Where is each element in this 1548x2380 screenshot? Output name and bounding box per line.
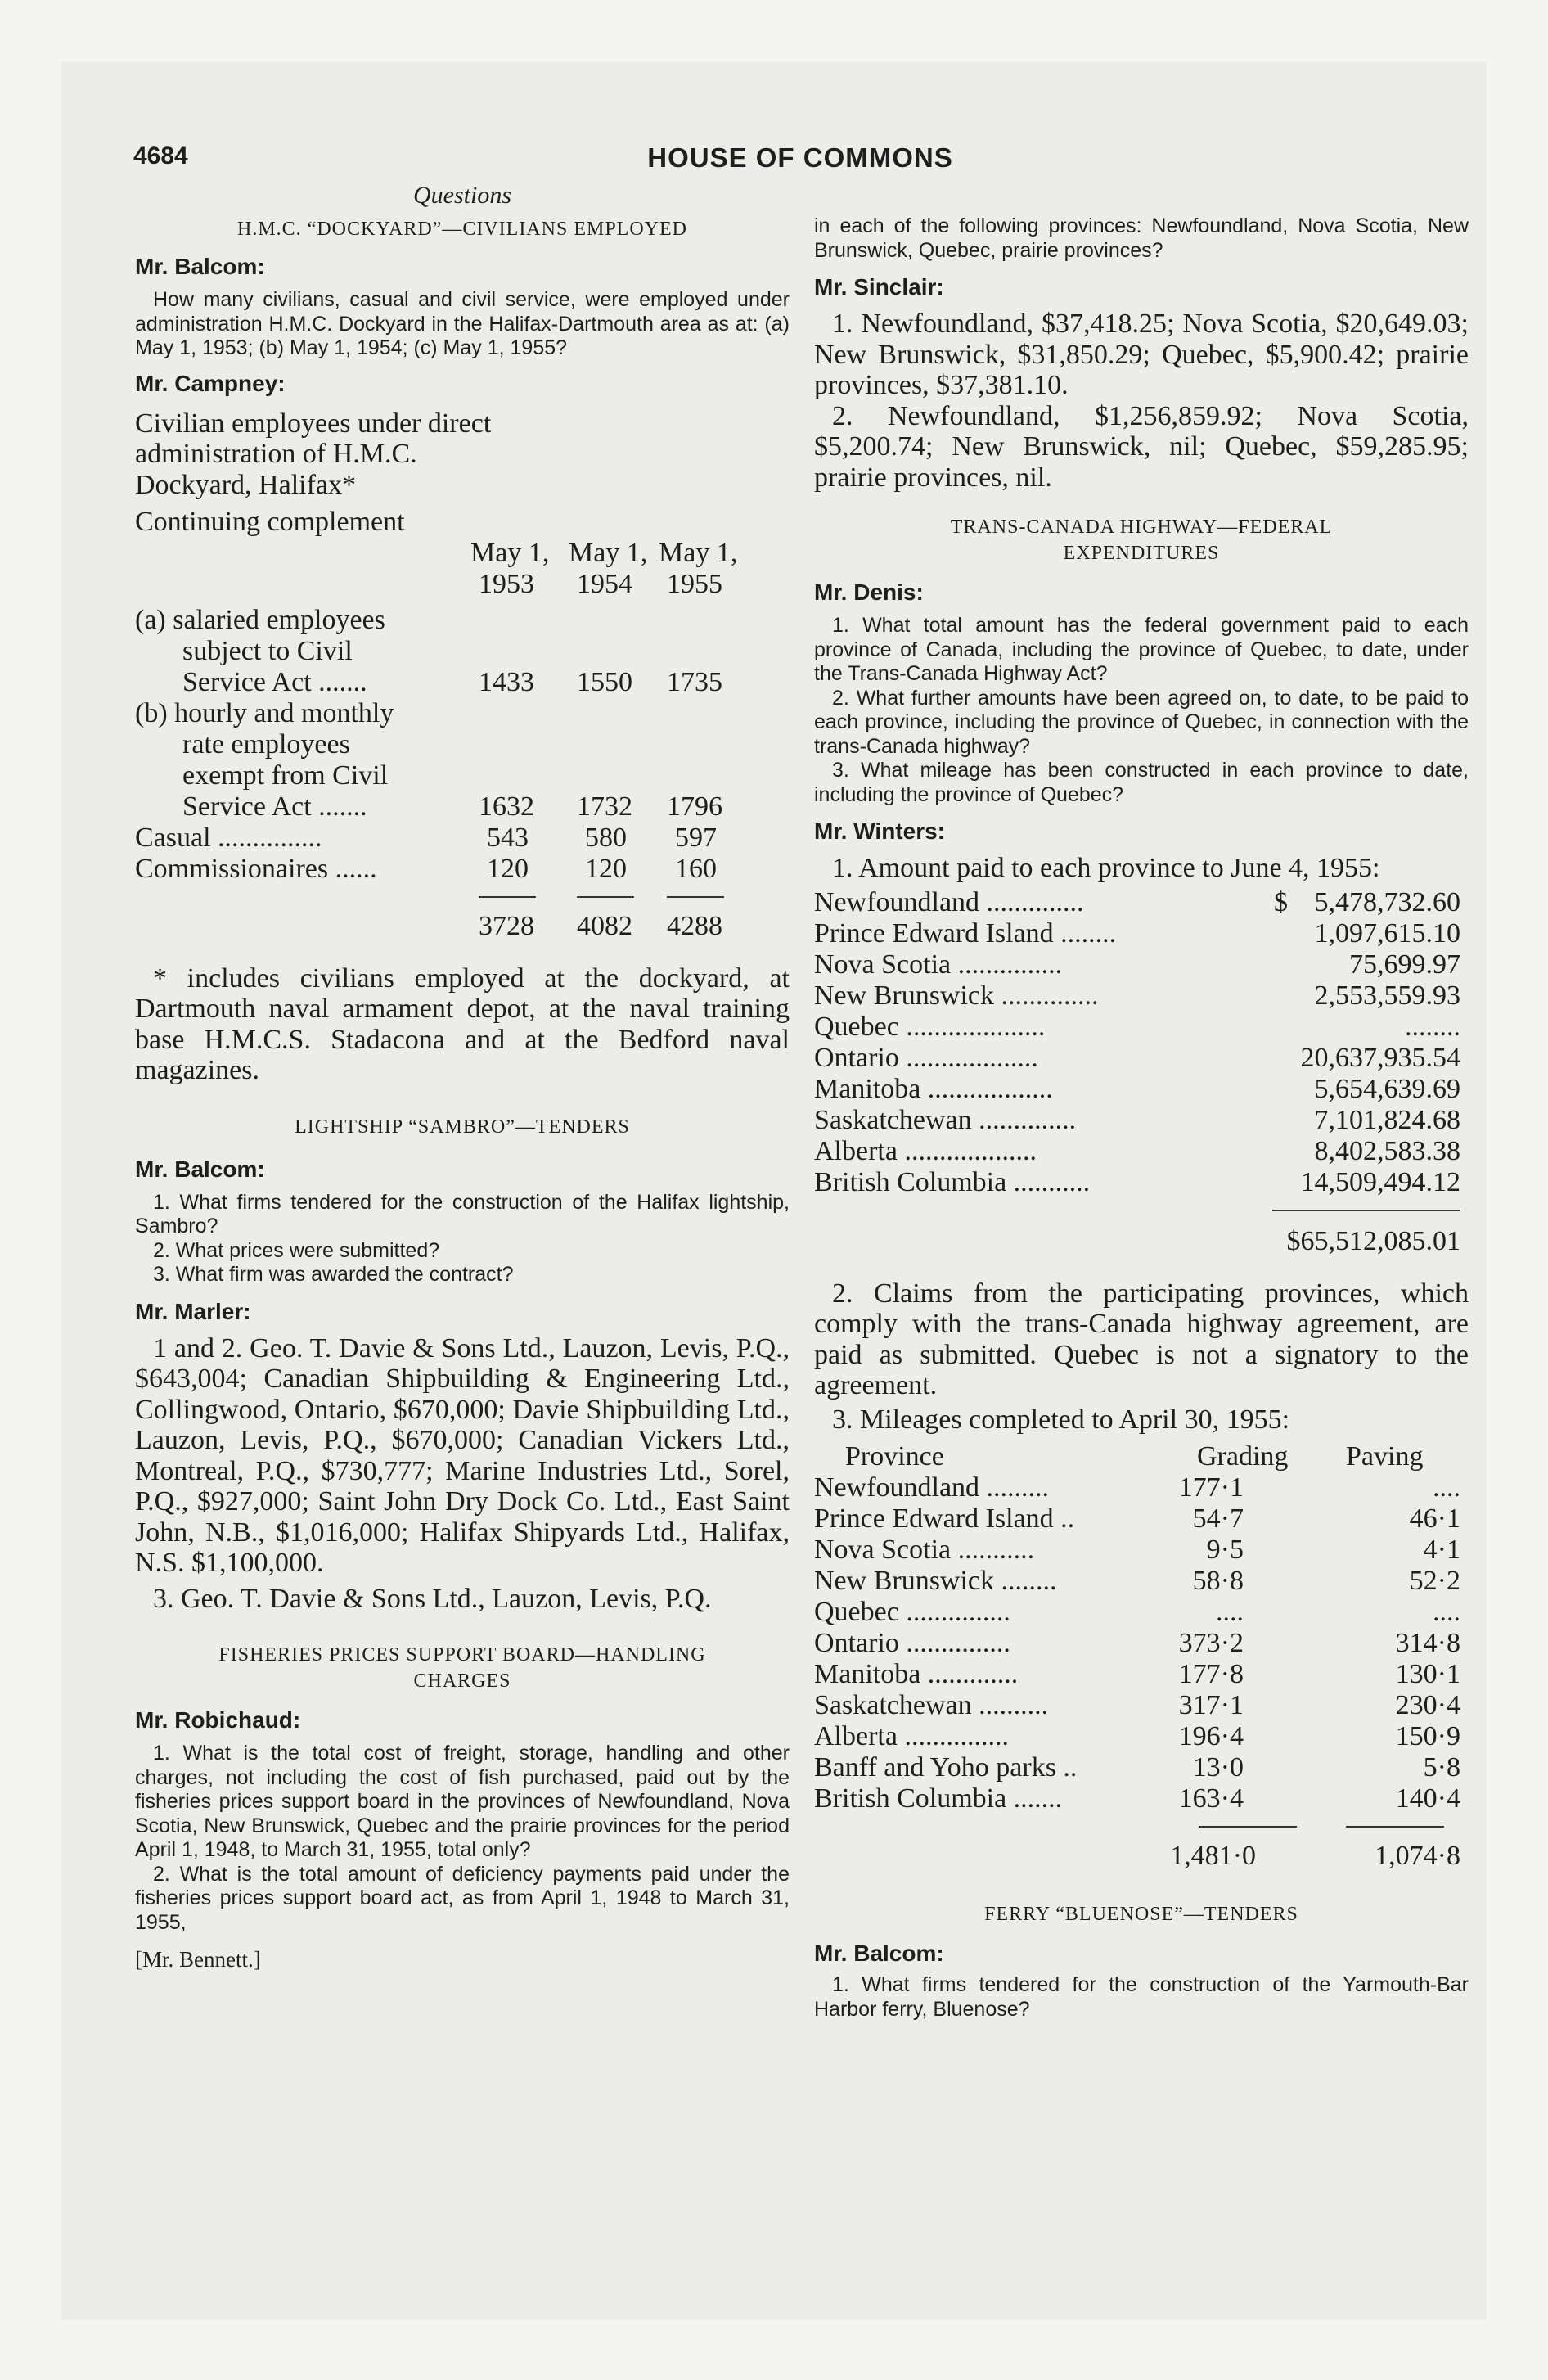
running-footer: [Mr. Bennett.]	[135, 1947, 261, 1972]
province-name: Prince Edward Island ........	[814, 917, 1117, 949]
province-name: British Columbia .......	[814, 1783, 1063, 1814]
row-label: subject to Civil	[182, 635, 353, 666]
table-cell: 1735	[667, 666, 722, 697]
amount-value: ........	[1405, 1011, 1460, 1042]
page-title: HOUSE OF COMMONS	[647, 142, 953, 173]
table-header-row	[135, 569, 790, 600]
dockyard-heading: H.M.C. “DOCKYARD”—CIVILIANS EMPLOYED	[237, 219, 687, 240]
amount-total: $65,512,085.01	[1286, 1225, 1460, 1256]
paving-total: 1,074·8	[1375, 1841, 1460, 1871]
speaker-balcom: Mr. Balcom:	[135, 254, 265, 279]
grading-value: 373·2	[1178, 1628, 1244, 1658]
highway-answer-2: 2. Claims from the participating provinces, which comply with the trans-Canada highway agreement, are paid as submitted. Quebec is not a signatory to the agreement.	[814, 1278, 1469, 1400]
province-name: Newfoundland ..............	[814, 886, 1084, 917]
speaker-denis: Mr. Denis:	[814, 579, 924, 605]
page-header	[133, 142, 1467, 183]
province-name: Quebec ....................	[814, 1011, 1046, 1042]
mileage-row	[814, 1783, 1469, 1814]
table-cell: 1632	[479, 791, 534, 822]
paving-value: 5·8	[1423, 1752, 1460, 1783]
grading-value: 196·4	[1178, 1721, 1244, 1751]
amount-value: 7,101,824.68	[1314, 1104, 1460, 1135]
amount-value: 5,654,639.69	[1314, 1073, 1460, 1104]
page-number: 4684	[133, 142, 188, 169]
table-cell: 1796	[667, 791, 722, 822]
table-row	[135, 854, 790, 885]
amount-row	[814, 949, 1469, 980]
right-column	[814, 214, 1469, 2022]
row-label: Service Act .......	[182, 666, 367, 697]
col-header: May 1,	[569, 537, 648, 568]
row-label: Service Act .......	[182, 791, 367, 822]
mileage-header-row	[814, 1441, 1469, 1472]
grading-value: 13·0	[1192, 1752, 1244, 1783]
amount-row	[814, 887, 1469, 918]
grading-total: 1,481·0	[1170, 1841, 1256, 1871]
sambro-question-3: 3. What firm was awarded the contract?	[153, 1263, 514, 1286]
sambro-answer-1: 1 and 2. Geo. T. Davie & Sons Ltd., Lauzon, Levis, P.Q., $643,004; Canadian Shipbuilding & Engineering Ltd., Collingwood, Ontario, $670,000; Davie Shipbuilding Ltd., Lauzon, Levis, P.Q., $670,000; Canadian Vickers Ltd., Montreal, P.Q., $730,777; Marine Industries Ltd., Sorel, P.Q., $927,000; Saint John Dry Dock Co. Ltd., East Saint John, N.B., $1,016,000; Halifax Shipyards Ltd., Halifax, N.S. $1,100,000.	[135, 1332, 790, 1578]
bluenose-question-1: 1. What firms tendered for the construction of the Yarmouth-Bar Harbor ferry, Bluenose?	[814, 1973, 1469, 2021]
mileage-rules	[814, 1814, 1469, 1832]
province-name: Saskatchewan ..............	[814, 1104, 1077, 1135]
speaker-robichaud: Mr. Robichaud:	[135, 1707, 301, 1733]
table-title-line: Dockyard, Halifax*	[135, 469, 357, 500]
table-cell: 1550	[577, 666, 632, 697]
mileage-table	[814, 1441, 1469, 1872]
province-name: Manitoba .............	[814, 1659, 1019, 1689]
province-name: Prince Edward Island ..	[814, 1503, 1075, 1534]
total-rule	[667, 896, 724, 898]
paving-value: 230·4	[1395, 1690, 1460, 1720]
total-cell: 3728	[479, 910, 534, 941]
province-name: Nova Scotia ...........	[814, 1535, 1035, 1565]
amount-value: 8,402,583.38	[1314, 1135, 1460, 1166]
speaker-balcom: Mr. Balcom:	[814, 1941, 944, 1966]
amounts-table	[814, 887, 1469, 1257]
province-name: Alberta ...................	[814, 1135, 1037, 1166]
table-cell: 120	[487, 853, 529, 884]
total-rule	[577, 896, 634, 898]
total-cell: 4288	[667, 910, 722, 941]
sambro-question-1: 1. What firms tendered for the construction of the Halifax lightship, Sambro?	[135, 1190, 790, 1237]
total-rules	[135, 885, 790, 903]
mileage-row	[814, 1752, 1469, 1783]
amount-value: 5,478,732.60	[1314, 886, 1460, 917]
highway-question-3: 3. What mileage has been constructed in each province to date, including the province of Quebec?	[814, 759, 1469, 806]
table-cell: 580	[585, 822, 627, 853]
amount-value: 2,553,559.93	[1314, 980, 1460, 1011]
paving-value: 4·1	[1423, 1535, 1460, 1565]
col-header: 1954	[577, 568, 632, 599]
province-name: Nova Scotia ...............	[814, 949, 1063, 980]
table-row	[135, 698, 790, 729]
paving-value: 150·9	[1395, 1721, 1460, 1751]
total-rule	[1346, 1826, 1444, 1828]
province-name: Alberta ...............	[814, 1721, 1009, 1751]
province-name: Quebec ...............	[814, 1597, 1010, 1627]
table-title: Civilian employees under direct	[135, 408, 492, 439]
fisheries-question-1: 1. What is the total cost of freight, storage, handling and other charges, not including the cost of fish purchased, paid out by the fisheries prices support board in the provinces of Newfoundland, Nova Scotia, New Brunswick, Quebec and the prairie provinces for the period April 1, 1948, to March 31, 1955, total only?	[135, 1742, 790, 1861]
dockyard-table	[135, 538, 790, 963]
highway-heading: TRANS-CANADA HIGHWAY—FEDERAL	[950, 516, 1333, 538]
mileage-row	[814, 1472, 1469, 1503]
table-row	[135, 636, 790, 667]
mileage-row	[814, 1690, 1469, 1721]
grading-value: 9·5	[1206, 1535, 1244, 1565]
col-header: Province	[845, 1441, 944, 1472]
table-cell: 543	[487, 822, 529, 853]
continuing-complement-label: Continuing complement	[135, 507, 405, 537]
paving-value: 140·4	[1395, 1783, 1460, 1814]
speaker-sinclair: Mr. Sinclair:	[814, 274, 944, 300]
table-cell: 160	[675, 853, 717, 884]
dockyard-question: How many civilians, casual and civil service, were employed under administration H.M.C. Dockyard in the Halifax-Dartmouth area as at: (a) May 1, 1953; (b) May 1, 1954; (c) May 1, 1955?	[135, 288, 790, 359]
speaker-balcom: Mr. Balcom:	[135, 1156, 265, 1182]
highway-question-1: 1. What total amount has the federal government paid to each province of Canada, including the province of Quebec, to date, under the Trans-Canada Highway Act?	[814, 614, 1469, 685]
mileage-total-row	[814, 1841, 1469, 1872]
amount-row	[814, 1105, 1469, 1136]
highway-heading-line: EXPENDITURES	[1063, 543, 1220, 564]
paving-value: 314·8	[1395, 1628, 1460, 1658]
province-name: New Brunswick ........	[814, 1566, 1057, 1596]
grading-value: 177·8	[1178, 1659, 1244, 1689]
paving-value: 130·1	[1395, 1659, 1460, 1689]
table-row	[135, 760, 790, 791]
table-cell: 597	[675, 822, 717, 853]
grading-value: 177·1	[1178, 1472, 1244, 1503]
fisheries-answer-1: 1. Newfoundland, $37,418.25; Nova Scotia, $20,649.03; New Brunswick, $31,850.29; Quebec, $5,900.42; prairie provinces, $37,381.10.	[814, 309, 1469, 400]
province-name: Banff and Yoho parks ..	[814, 1752, 1078, 1783]
province-name: New Brunswick ..............	[814, 980, 1099, 1011]
fisheries-question-2: 2. What is the total amount of deficiency payments paid under the fisheries prices support board act, as from April 1, 1948 to March 31, 1955,	[135, 1862, 790, 1934]
total-rule	[1199, 1826, 1297, 1828]
total-rule	[1272, 1210, 1460, 1211]
col-header: Paving	[1346, 1441, 1424, 1472]
speaker-marler: Mr. Marler:	[135, 1298, 251, 1324]
col-header: May 1,	[470, 537, 550, 568]
amount-row	[814, 1012, 1469, 1043]
table-row	[135, 667, 790, 698]
sambro-question-2: 2. What prices were submitted?	[153, 1238, 440, 1262]
col-header: 1953	[479, 568, 534, 599]
section-title: Questions	[413, 182, 511, 209]
grading-value: ....	[1216, 1597, 1244, 1627]
amount-row	[814, 1167, 1469, 1198]
grading-value: 58·8	[1192, 1566, 1244, 1596]
table-cell: 120	[585, 853, 627, 884]
mileage-row	[814, 1566, 1469, 1597]
province-name: Saskatchewan ..........	[814, 1690, 1049, 1720]
fisheries-answer-2: 2. Newfoundland, $1,256,859.92; Nova Scotia, $5,200.74; New Brunswick, nil; Quebec, $59,285.95; prairie provinces, nil.	[814, 400, 1469, 493]
fisheries-heading-line: CHARGES	[413, 1670, 511, 1692]
row-label: (a) salaried employees	[135, 604, 385, 635]
table-header-row	[135, 538, 790, 569]
sambro-answer-2: 3. Geo. T. Davie & Sons Ltd., Lauzon, Levis, P.Q.	[153, 1583, 712, 1614]
paving-value: 46·1	[1409, 1503, 1460, 1534]
amount-total-rule-wrap	[814, 1198, 1469, 1218]
sambro-heading: LIGHTSHIP “SAMBRO”—TENDERS	[295, 1116, 630, 1138]
highway-answer-3-intro: 3. Mileages completed to April 30, 1955:	[832, 1404, 1290, 1435]
grading-value: 163·4	[1178, 1783, 1244, 1814]
amount-value: 20,637,935.54	[1300, 1042, 1460, 1073]
table-title-line: administration of H.M.C.	[135, 439, 417, 469]
table-row	[135, 729, 790, 760]
fisheries-question-continued: in each of the following provinces: Newfoundland, Nova Scotia, New Brunswick, Quebec, prairie provinces?	[814, 214, 1469, 262]
mileage-row	[814, 1659, 1469, 1690]
row-label: Casual ...............	[135, 822, 322, 853]
dockyard-footnote: * includes civilians employed at the dockyard, at Dartmouth naval armament depot, at the naval training base H.M.C.S. Stadacona and at the Bedford naval magazines.	[135, 962, 790, 1085]
amount-row	[814, 1074, 1469, 1105]
row-label: exempt from Civil	[182, 760, 389, 791]
row-label: Commissionaires ......	[135, 853, 377, 884]
table-cell: 1433	[479, 666, 534, 697]
amount-value: 75,699.97	[1349, 949, 1460, 980]
province-name: Ontario ...................	[814, 1042, 1038, 1073]
table-cell: 1732	[577, 791, 632, 822]
amount-row	[814, 918, 1469, 949]
amount-total-row	[814, 1226, 1469, 1257]
table-row	[135, 605, 790, 636]
mileage-row	[814, 1503, 1469, 1535]
amount-row	[814, 1043, 1469, 1074]
total-rule	[479, 896, 536, 898]
amount-row	[814, 1136, 1469, 1167]
mileage-row	[814, 1721, 1469, 1752]
mileage-row	[814, 1597, 1469, 1628]
mileage-row	[814, 1535, 1469, 1566]
col-header: May 1,	[659, 537, 738, 568]
row-label: (b) hourly and monthly	[135, 697, 394, 728]
amount-value: 14,509,494.12	[1300, 1166, 1460, 1197]
province-name: Newfoundland .........	[814, 1472, 1050, 1503]
province-name: Manitoba ..................	[814, 1073, 1053, 1104]
table-row	[135, 791, 790, 823]
col-header: Grading	[1197, 1441, 1289, 1472]
province-name: Ontario ...............	[814, 1628, 1010, 1658]
total-cell: 4082	[577, 910, 632, 941]
dollar-sign: $	[1274, 886, 1288, 917]
amount-value: 1,097,615.10	[1314, 917, 1460, 949]
province-name: British Columbia ...........	[814, 1166, 1091, 1197]
grading-value: 317·1	[1178, 1690, 1244, 1720]
mileage-row	[814, 1628, 1469, 1659]
speaker-campney: Mr. Campney:	[135, 370, 286, 396]
paving-value: ....	[1433, 1472, 1460, 1503]
paving-value: 52·2	[1409, 1566, 1460, 1596]
fisheries-heading: FISHERIES PRICES SUPPORT BOARD—HANDLING	[218, 1644, 706, 1666]
bluenose-heading: FERRY “BLUENOSE”—TENDERS	[984, 1904, 1298, 1925]
amount-row	[814, 980, 1469, 1012]
paving-value: ....	[1433, 1597, 1460, 1627]
highway-answer-1-intro: 1. Amount paid to each province to June 4, 1955:	[832, 853, 1380, 883]
grading-value: 54·7	[1192, 1503, 1244, 1534]
left-column	[135, 182, 790, 1972]
col-header: 1955	[667, 568, 722, 599]
table-row	[135, 823, 790, 854]
row-label: rate employees	[182, 728, 350, 760]
highway-question-2: 2. What further amounts have been agreed on, to date, to be paid to each province, including the province of Quebec, in connection with the trans-Canada highway?	[814, 686, 1469, 758]
table-total-row	[135, 911, 790, 942]
speaker-winters: Mr. Winters:	[814, 818, 945, 844]
